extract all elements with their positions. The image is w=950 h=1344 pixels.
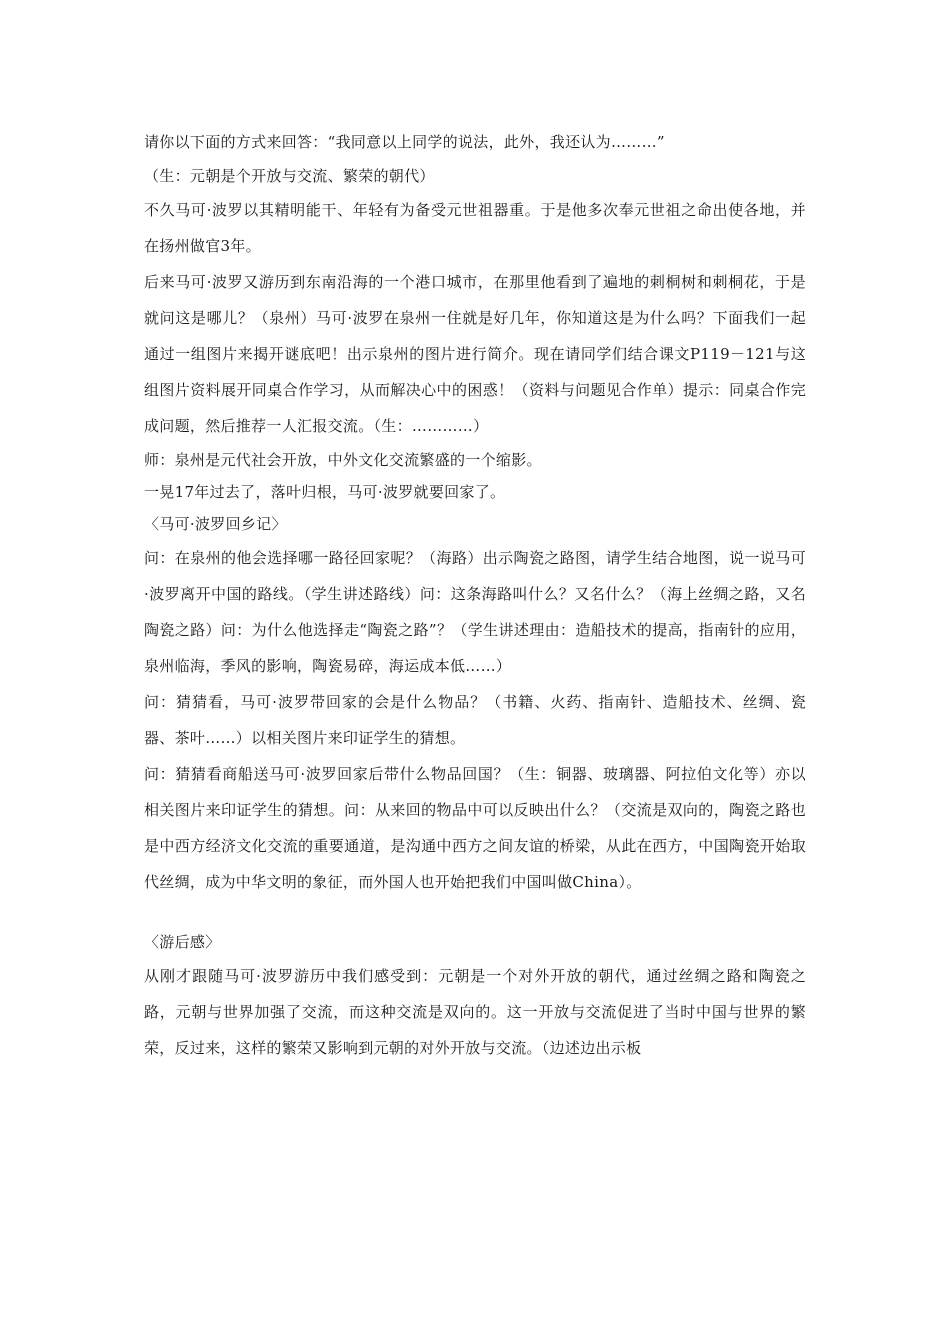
paragraph-answer-prompt: 请你以下面的方式来回答：“我同意以上同学的说法，此外，我还认为………”: [144, 133, 665, 151]
paragraph-student-answer: （生：元朝是个开放与交流、繁荣的朝代）: [144, 167, 435, 185]
section-heading-reflection: 〈游后感〉: [144, 933, 221, 951]
paragraph-sea-route: 问：在泉州的他会选择哪一路径回家呢？（海路）出示陶瓷之路图，请学生结合地图，说一说马可·波罗离开中国的路线。（学生讲述路线）问：这条海路叫什么？又名什么？（海上丝绸之路，又名陶瓷之路）问：为什么他选择走“陶瓷之路”？（学生讲述理由：造船技术的提高，指南针的应用，泉州临海，季风的影响，陶瓷易碎，海运成本低……）: [144, 549, 806, 675]
paragraph-quanzhou: 后来马可·波罗又游历到东南沿海的一个港口城市，在那里他看到了遍地的刺桐树和刺桐花，于是就问这是哪儿？（泉州）马可·波罗在泉州一住就是好几年，你知道这是为什么吗？下面我们一起通过一组图片来揭开谜底吧！出示泉州的图片进行简介。现在请同学们结合课文P119－121与这组图片资料展开同桌合作学习，从而解决心中的困惑！（资料与问题见合作单）提示：同桌合作完成问题，然后推荐一人汇报交流。（生：…………）: [144, 273, 806, 435]
paragraph-goods-brought: 问：猜猜看，马可·波罗带回家的会是什么物品？（书籍、火药、指南针、造船技术、丝绸、瓷器、茶叶……）以相关图片来印证学生的猜想。: [144, 693, 806, 747]
paragraph-teacher-summary: 师：泉州是元代社会开放，中外文化交流繁盛的一个缩影。: [144, 451, 542, 469]
paragraph-reflection: 从刚才跟随马可·波罗游历中我们感受到：元朝是一个对外开放的朝代，通过丝绸之路和陶瓷之路，元朝与世界加强了交流，而这种交流是双向的。这一开放与交流促进了当时中国与世界的繁荣，反过来，这样的繁荣又影响到元朝的对外开放与交流。（边述边出示板: [144, 967, 806, 1057]
section-heading-return: 〈马可·波罗回乡记〉: [144, 515, 287, 533]
paragraph-return-home: 一晃17年过去了，落叶归根，马可·波罗就要回家了。: [144, 483, 506, 501]
spacer: [144, 900, 806, 926]
document-body: [144, 124, 806, 1066]
paragraph-yangzhou: 不久马可·波罗以其精明能干、年轻有为备受元世祖器重。于是他多次奉元世祖之命出使各地，并在扬州做官3年。: [144, 201, 806, 255]
paragraph-goods-returned: 问：猜猜看商船送马可·波罗回家后带什么物品回国？（生：铜器、玻璃器、阿拉伯文化等）亦以相关图片来印证学生的猜想。问：从来回的物品中可以反映出什么？（交流是双向的，陶瓷之路也是中西方经济文化交流的重要通道，是沟通中西方之间友谊的桥梁，从此在西方，中国陶瓷开始取代丝绸，成为中华文明的象征，而外国人也开始把我们中国叫做China）。: [144, 765, 806, 891]
